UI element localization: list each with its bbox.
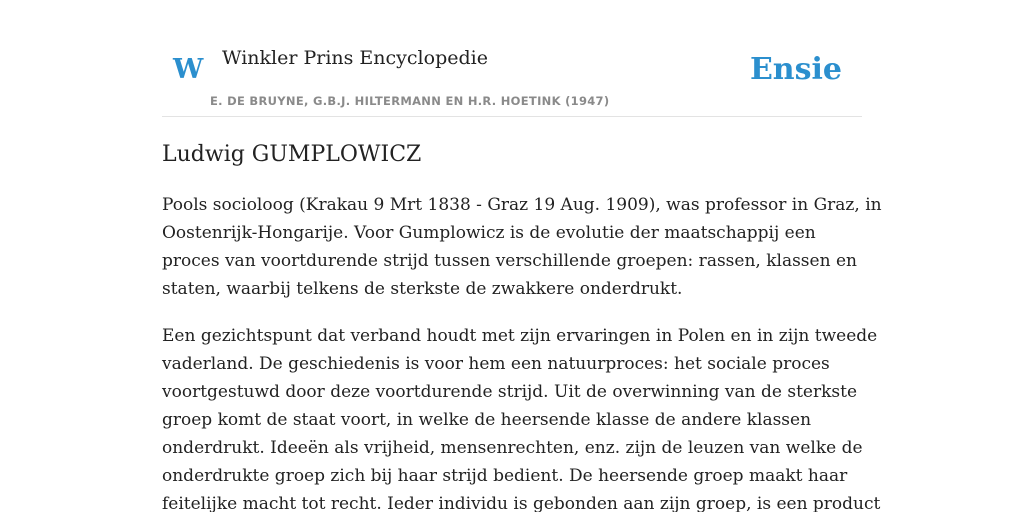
paragraph-line: feitelijke macht tot recht. Ieder individu is gebonden aan zijn groep, is een product: [162, 494, 881, 512]
paragraph-line: Oostenrijk-Hongarije. Voor Gumplowicz is de evolutie der maatschappij een: [162, 223, 816, 243]
paragraph-line: onderdrukte groep zich bij haar strijd bedient. De heersende groep maakt haar: [162, 466, 848, 486]
paragraph-line: vaderland. De geschiedenis is voor hem een natuurproces: het sociale proces: [162, 354, 830, 374]
paragraph-line: groep komt de staat voort, in welke de heersende klasse de andere klassen: [162, 410, 812, 430]
paragraph-line: onderdrukt. Ideeën als vrijheid, mensenrechten, enz. zijn de leuzen van welke de: [162, 438, 863, 458]
site-header: [162, 40, 862, 117]
authors-line: E. DE BRUYNE, G.B.J. HILTERMANN EN H.R. HOETINK (1947): [210, 94, 610, 108]
winkler-prins-logo[interactable]: W: [173, 54, 204, 85]
article-paragraph: [162, 191, 882, 303]
paragraph-line: Een gezichtspunt dat verband houdt met zijn ervaringen in Polen en in zijn tweede: [162, 326, 878, 346]
article-title: Ludwig GUMPLOWICZ: [162, 142, 422, 167]
encyclopedia-title[interactable]: Winkler Prins Encyclopedie: [222, 47, 488, 69]
article-paragraph: [162, 322, 881, 512]
paragraph-line: proces van voortdurende strijd tussen verschillende groepen: rassen, klassen en: [162, 251, 857, 271]
paragraph-line: staten, waarbij telkens de sterkste de zwakkere onderdrukt.: [162, 279, 683, 299]
ensie-logo[interactable]: Ensie: [749, 52, 842, 87]
paragraph-line: voortgestuwd door deze voortdurende strijd. Uit de overwinning van de sterkste: [162, 382, 858, 402]
article-content: [162, 138, 882, 512]
paragraph-line: Pools socioloog (Krakau 9 Mrt 1838 - Graz 19 Aug. 1909), was professor in Graz, in: [162, 195, 882, 215]
